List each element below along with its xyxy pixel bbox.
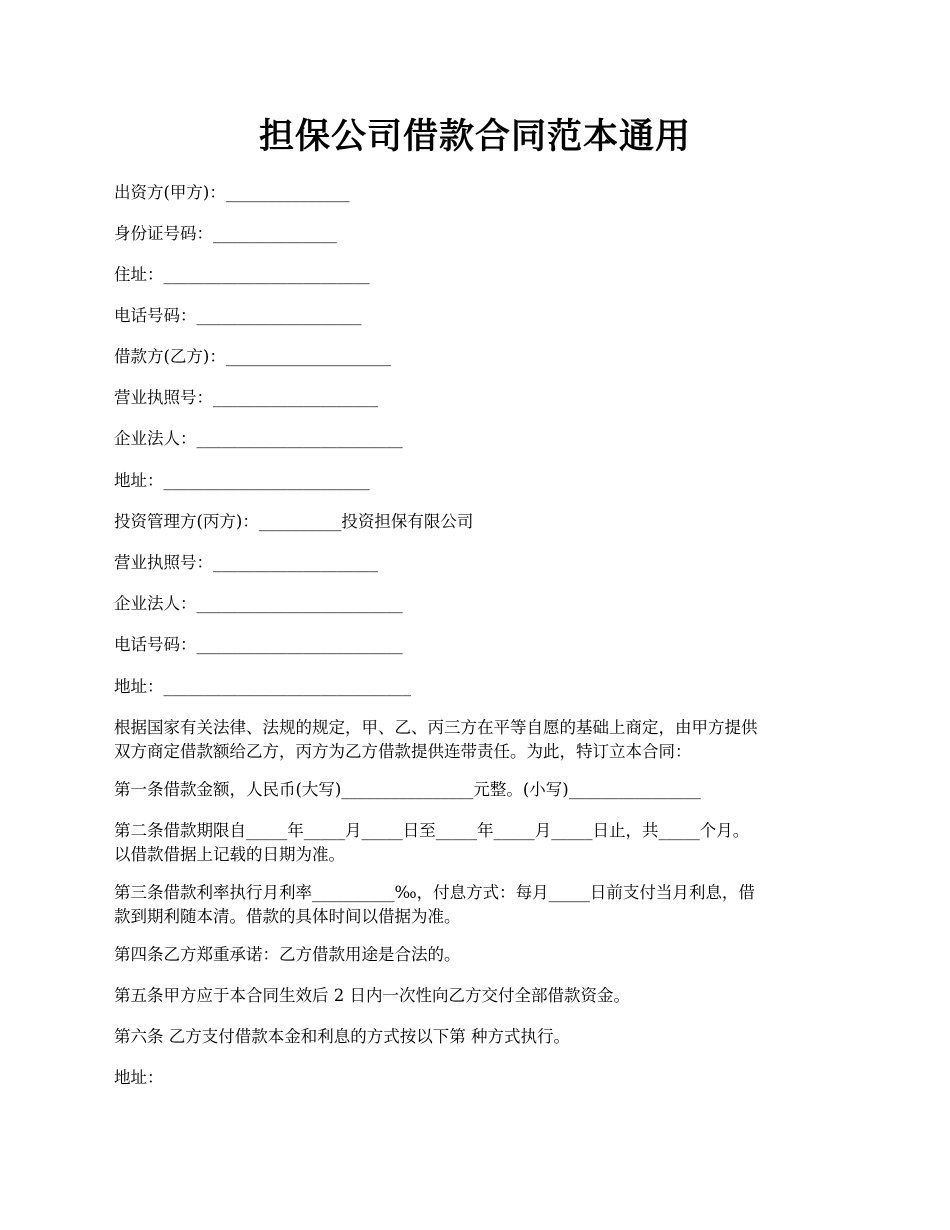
field-lender-phone: 电话号码：____________________ xyxy=(114,306,362,325)
preamble-line: 双方商定借款额给乙方，丙方为乙方借款提供连带责任。为此，特订立本合同： xyxy=(114,742,692,761)
article-3-line: 款到期利随本清。借款的具体时间以借据为准。 xyxy=(114,907,461,926)
field-address-final: 地址： xyxy=(114,1068,164,1087)
article-3-line: 第三条借款利率执行月利率__________‰，付息方式：每月_____日前支付当月利息，借 xyxy=(114,883,755,902)
field-lender-name: 出资方(甲方)：_______________ xyxy=(114,183,350,202)
field-guarantor-name: 投资管理方(丙方)：__________投资担保有限公司 xyxy=(114,512,474,531)
article-2-line: 第二条借款期限自_____年_____月_____日至_____年_____月_____日止，共_____个月。 xyxy=(114,821,750,840)
preamble-line: 根据国家有关法律、法规的规定，甲、乙、丙三方在平等自愿的基础上商定，由甲方提供 xyxy=(114,718,758,737)
field-guarantor-legal-rep: 企业法人：_________________________ xyxy=(114,594,403,613)
document-title: 担保公司借款合同范本通用 xyxy=(258,116,691,157)
article-2-line: 以借款借据上记载的日期为准。 xyxy=(114,845,345,864)
article-4: 第四条乙方郑重承诺：乙方借款用途是合法的。 xyxy=(114,945,461,964)
article-5: 第五条甲方应于本合同生效后 2 日内一次性向乙方交付全部借款资金。 xyxy=(114,986,630,1005)
field-borrower-legal-rep: 企业法人：_________________________ xyxy=(114,429,403,448)
field-lender-address: 住址：_________________________ xyxy=(114,265,370,284)
field-lender-id: 身份证号码：_______________ xyxy=(114,224,337,243)
field-guarantor-phone: 电话号码：_________________________ xyxy=(114,635,403,654)
field-borrower-license: 营业执照号：____________________ xyxy=(114,388,378,407)
field-guarantor-license: 营业执照号：____________________ xyxy=(114,553,378,572)
field-guarantor-address: 地址：______________________________ xyxy=(114,677,411,696)
field-borrower-name: 借款方(乙方)：____________________ xyxy=(114,347,391,366)
article-2 xyxy=(114,819,842,867)
field-borrower-address: 地址：_________________________ xyxy=(114,471,370,490)
article-1: 第一条借款金额，人民币(大写)________________元整。(小写)________________ xyxy=(114,780,701,799)
article-6: 第六条 乙方支付借款本金和利息的方式按以下第 种方式执行。 xyxy=(114,1027,570,1046)
preamble-paragraph xyxy=(114,716,842,764)
article-3 xyxy=(114,881,842,929)
